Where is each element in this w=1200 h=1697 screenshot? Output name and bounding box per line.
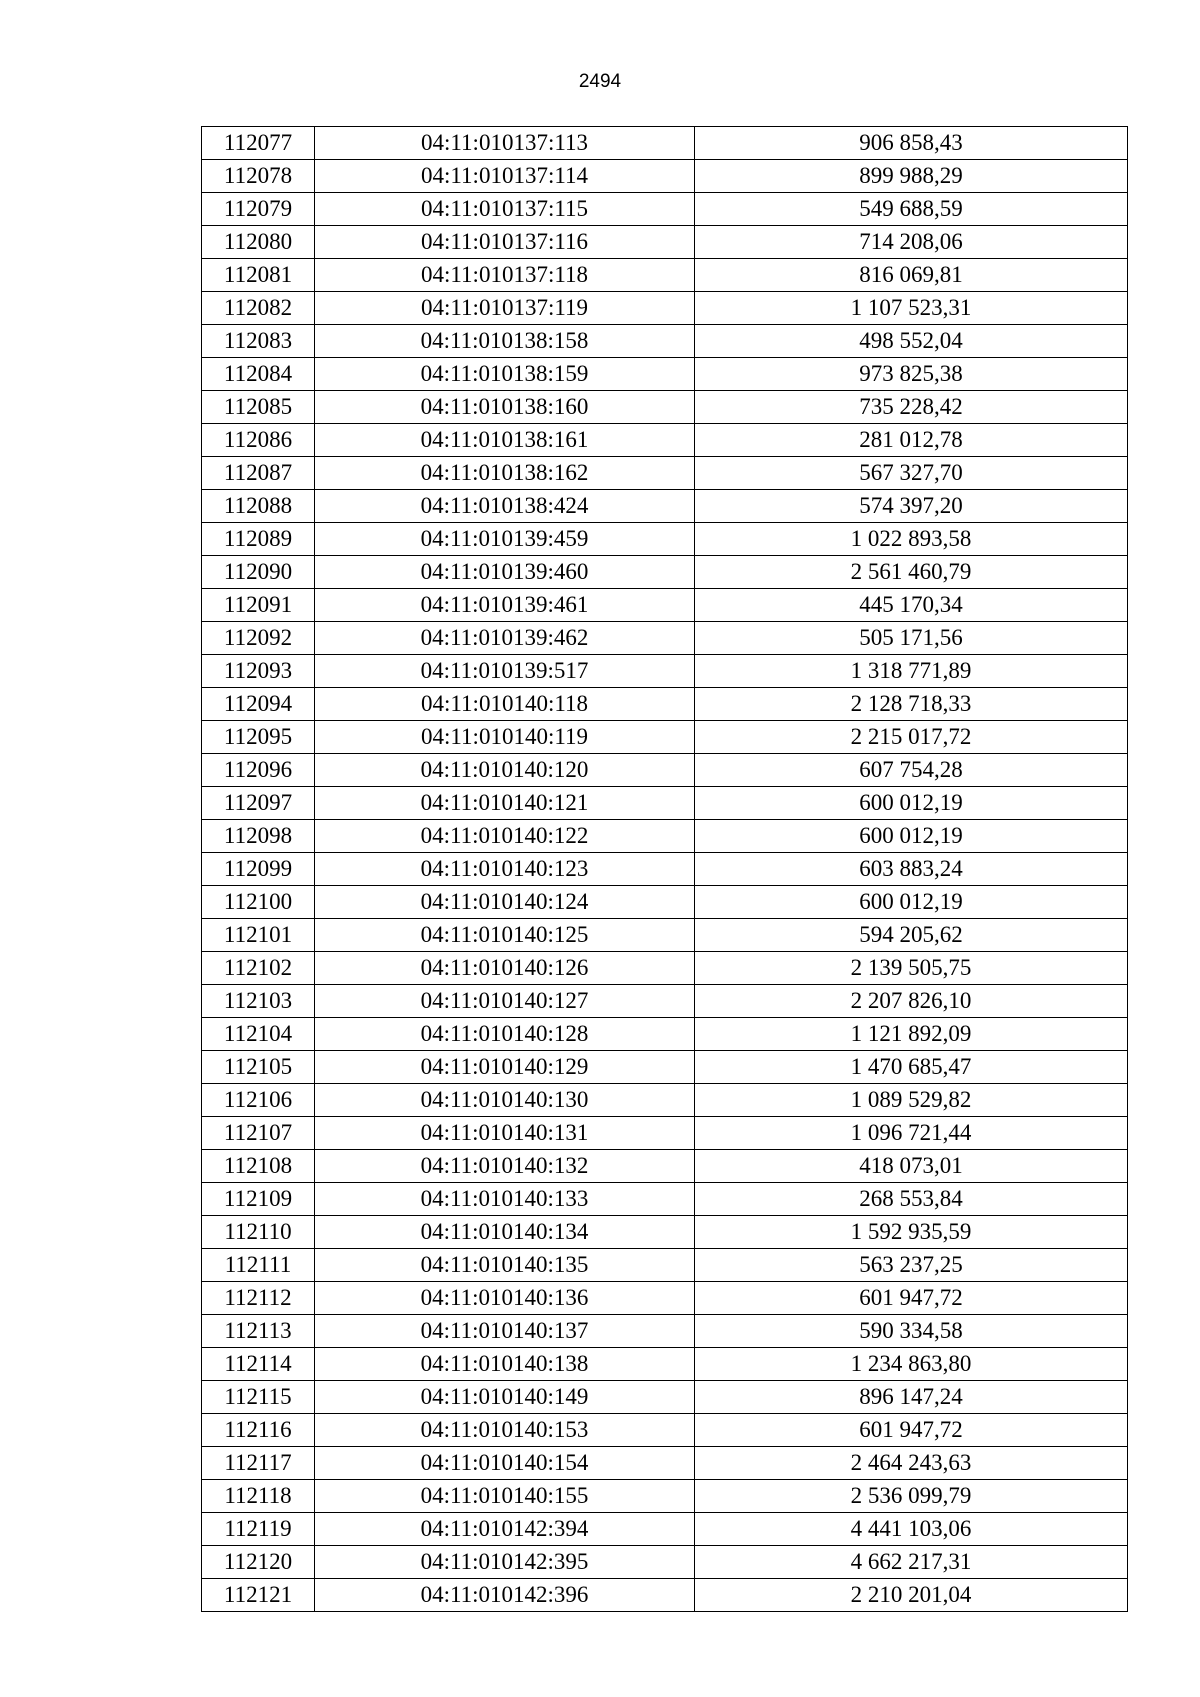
cadastral-value-cell: 1 089 529,82	[695, 1084, 1128, 1117]
page-number: 2494	[578, 71, 622, 92]
cadastral-value-cell: 973 825,38	[695, 358, 1128, 391]
table-row	[202, 622, 1128, 655]
cadastral-value-cell: 4 441 103,06	[695, 1513, 1128, 1546]
cadastral-number-cell: 04:11:010140:119	[315, 721, 695, 754]
row-number-cell: 112081	[202, 259, 315, 292]
cadastral-number-cell: 04:11:010140:137	[315, 1315, 695, 1348]
cadastral-number-cell: 04:11:010140:153	[315, 1414, 695, 1447]
cadastral-number-cell: 04:11:010140:138	[315, 1348, 695, 1381]
cadastral-value-cell: 498 552,04	[695, 325, 1128, 358]
row-number-cell: 112079	[202, 193, 315, 226]
table-row	[202, 985, 1128, 1018]
table-row	[202, 1480, 1128, 1513]
cadastral-value-cell: 1 096 721,44	[695, 1117, 1128, 1150]
table-row	[202, 1282, 1128, 1315]
cadastral-number-cell: 04:11:010140:134	[315, 1216, 695, 1249]
row-number-cell: 112080	[202, 226, 315, 259]
cadastral-value-cell: 601 947,72	[695, 1282, 1128, 1315]
table-row	[202, 589, 1128, 622]
cadastral-number-cell: 04:11:010140:123	[315, 853, 695, 886]
cadastral-value-cell: 1 022 893,58	[695, 523, 1128, 556]
table-row	[202, 655, 1128, 688]
row-number-cell: 112112	[202, 1282, 315, 1315]
cadastral-number-cell: 04:11:010139:460	[315, 556, 695, 589]
cadastral-number-cell: 04:11:010140:135	[315, 1249, 695, 1282]
cadastral-value-cell: 2 128 718,33	[695, 688, 1128, 721]
row-number-cell: 112121	[202, 1579, 315, 1612]
row-number-cell: 112094	[202, 688, 315, 721]
cadastral-value-cell: 1 318 771,89	[695, 655, 1128, 688]
cadastral-number-cell: 04:11:010140:128	[315, 1018, 695, 1051]
table-body	[202, 127, 1128, 1612]
cadastral-number-cell: 04:11:010140:133	[315, 1183, 695, 1216]
cadastral-value-cell: 906 858,43	[695, 127, 1128, 160]
table-row	[202, 787, 1128, 820]
cadastral-value-cell: 1 592 935,59	[695, 1216, 1128, 1249]
row-number-cell: 112105	[202, 1051, 315, 1084]
cadastral-value-cell: 567 327,70	[695, 457, 1128, 490]
table-row	[202, 1414, 1128, 1447]
cadastral-number-cell: 04:11:010138:159	[315, 358, 695, 391]
row-number-cell: 112093	[202, 655, 315, 688]
table-row	[202, 424, 1128, 457]
cadastral-value-cell: 445 170,34	[695, 589, 1128, 622]
cadastral-value-cell: 2 464 243,63	[695, 1447, 1128, 1480]
cadastral-number-cell: 04:11:010140:122	[315, 820, 695, 853]
row-number-cell: 112097	[202, 787, 315, 820]
table-row	[202, 1315, 1128, 1348]
cadastral-value-cell: 1 470 685,47	[695, 1051, 1128, 1084]
cadastral-value-cell: 896 147,24	[695, 1381, 1128, 1414]
row-number-cell: 112096	[202, 754, 315, 787]
cadastral-value-cell: 816 069,81	[695, 259, 1128, 292]
cadastral-number-cell: 04:11:010139:517	[315, 655, 695, 688]
row-number-cell: 112084	[202, 358, 315, 391]
table-row	[202, 457, 1128, 490]
table-row	[202, 820, 1128, 853]
table-row	[202, 1183, 1128, 1216]
row-number-cell: 112098	[202, 820, 315, 853]
row-number-cell: 112088	[202, 490, 315, 523]
cadastral-value-cell: 2 139 505,75	[695, 952, 1128, 985]
cadastral-number-cell: 04:11:010142:394	[315, 1513, 695, 1546]
cadastral-value-cell: 2 210 201,04	[695, 1579, 1128, 1612]
table-row	[202, 721, 1128, 754]
table-row	[202, 292, 1128, 325]
table-row	[202, 490, 1128, 523]
cadastral-number-cell: 04:11:010142:396	[315, 1579, 695, 1612]
cadastral-number-cell: 04:11:010138:158	[315, 325, 695, 358]
table-row	[202, 1381, 1128, 1414]
cadastral-value-cell: 601 947,72	[695, 1414, 1128, 1447]
cadastral-value-cell: 4 662 217,31	[695, 1546, 1128, 1579]
row-number-cell: 112077	[202, 127, 315, 160]
cadastral-number-cell: 04:11:010137:115	[315, 193, 695, 226]
cadastral-value-cell: 418 073,01	[695, 1150, 1128, 1183]
row-number-cell: 112090	[202, 556, 315, 589]
table-row	[202, 754, 1128, 787]
table-row	[202, 853, 1128, 886]
cadastral-number-cell: 04:11:010140:154	[315, 1447, 695, 1480]
row-number-cell: 112108	[202, 1150, 315, 1183]
cadastral-number-cell: 04:11:010140:136	[315, 1282, 695, 1315]
cadastral-value-cell: 899 988,29	[695, 160, 1128, 193]
cadastral-value-cell: 2 536 099,79	[695, 1480, 1128, 1513]
row-number-cell: 112109	[202, 1183, 315, 1216]
table-row	[202, 1348, 1128, 1381]
row-number-cell: 112110	[202, 1216, 315, 1249]
row-number-cell: 112086	[202, 424, 315, 457]
table-row	[202, 1216, 1128, 1249]
cadastral-value-cell: 1 107 523,31	[695, 292, 1128, 325]
row-number-cell: 112087	[202, 457, 315, 490]
table-row	[202, 193, 1128, 226]
row-number-cell: 112099	[202, 853, 315, 886]
cadastral-number-cell: 04:11:010138:161	[315, 424, 695, 457]
cadastral-value-cell: 607 754,28	[695, 754, 1128, 787]
cadastral-number-cell: 04:11:010139:461	[315, 589, 695, 622]
cadastral-number-cell: 04:11:010140:155	[315, 1480, 695, 1513]
table-row	[202, 325, 1128, 358]
row-number-cell: 112085	[202, 391, 315, 424]
cadastral-number-cell: 04:11:010137:114	[315, 160, 695, 193]
cadastral-number-cell: 04:11:010140:132	[315, 1150, 695, 1183]
table-row	[202, 1249, 1128, 1282]
row-number-cell: 112119	[202, 1513, 315, 1546]
cadastral-value-cell: 505 171,56	[695, 622, 1128, 655]
row-number-cell: 112117	[202, 1447, 315, 1480]
row-number-cell: 112111	[202, 1249, 315, 1282]
cadastral-value-cell: 600 012,19	[695, 820, 1128, 853]
cadastral-number-cell: 04:11:010140:120	[315, 754, 695, 787]
table-row	[202, 391, 1128, 424]
cadastral-value-cell: 563 237,25	[695, 1249, 1128, 1282]
cadastral-value-cell: 281 012,78	[695, 424, 1128, 457]
cadastral-number-cell: 04:11:010140:118	[315, 688, 695, 721]
cadastral-value-cell: 574 397,20	[695, 490, 1128, 523]
cadastral-number-cell: 04:11:010139:462	[315, 622, 695, 655]
cadastral-number-cell: 04:11:010140:125	[315, 919, 695, 952]
row-number-cell: 112095	[202, 721, 315, 754]
cadastral-number-cell: 04:11:010138:160	[315, 391, 695, 424]
row-number-cell: 112116	[202, 1414, 315, 1447]
row-number-cell: 112082	[202, 292, 315, 325]
cadastral-number-cell: 04:11:010140:126	[315, 952, 695, 985]
cadastral-value-cell: 1 234 863,80	[695, 1348, 1128, 1381]
cadastral-value-cell: 600 012,19	[695, 886, 1128, 919]
table-row	[202, 886, 1128, 919]
row-number-cell: 112092	[202, 622, 315, 655]
cadastral-number-cell: 04:11:010137:113	[315, 127, 695, 160]
table-row	[202, 358, 1128, 391]
cadastral-number-cell: 04:11:010140:130	[315, 1084, 695, 1117]
table-row	[202, 1117, 1128, 1150]
table-row	[202, 259, 1128, 292]
cadastral-number-cell: 04:11:010140:131	[315, 1117, 695, 1150]
cadastral-value-cell: 1 121 892,09	[695, 1018, 1128, 1051]
row-number-cell: 112118	[202, 1480, 315, 1513]
cadastral-value-cell: 590 334,58	[695, 1315, 1128, 1348]
table-row	[202, 1150, 1128, 1183]
cadastral-value-cell: 268 553,84	[695, 1183, 1128, 1216]
cadastral-number-cell: 04:11:010138:162	[315, 457, 695, 490]
cadastral-value-cell: 735 228,42	[695, 391, 1128, 424]
cadastral-number-cell: 04:11:010140:129	[315, 1051, 695, 1084]
table-row	[202, 1546, 1128, 1579]
row-number-cell: 112104	[202, 1018, 315, 1051]
row-number-cell: 112107	[202, 1117, 315, 1150]
cadastral-value-cell: 2 561 460,79	[695, 556, 1128, 589]
cadastral-value-table	[201, 126, 1128, 1612]
table-row	[202, 688, 1128, 721]
table-row	[202, 160, 1128, 193]
table-row	[202, 952, 1128, 985]
row-number-cell: 112102	[202, 952, 315, 985]
cadastral-number-cell: 04:11:010138:424	[315, 490, 695, 523]
cadastral-number-cell: 04:11:010140:121	[315, 787, 695, 820]
row-number-cell: 112091	[202, 589, 315, 622]
table-row	[202, 1018, 1128, 1051]
cadastral-value-cell: 594 205,62	[695, 919, 1128, 952]
cadastral-number-cell: 04:11:010137:116	[315, 226, 695, 259]
table-row	[202, 226, 1128, 259]
table-row	[202, 1051, 1128, 1084]
cadastral-value-cell: 549 688,59	[695, 193, 1128, 226]
table-row	[202, 556, 1128, 589]
table-row	[202, 127, 1128, 160]
cadastral-value-cell: 603 883,24	[695, 853, 1128, 886]
cadastral-number-cell: 04:11:010142:395	[315, 1546, 695, 1579]
row-number-cell: 112083	[202, 325, 315, 358]
row-number-cell: 112089	[202, 523, 315, 556]
row-number-cell: 112114	[202, 1348, 315, 1381]
row-number-cell: 112115	[202, 1381, 315, 1414]
cadastral-value-cell: 714 208,06	[695, 226, 1128, 259]
table-row	[202, 919, 1128, 952]
cadastral-value-cell: 2 207 826,10	[695, 985, 1128, 1018]
row-number-cell: 112113	[202, 1315, 315, 1348]
table-row	[202, 523, 1128, 556]
row-number-cell: 112106	[202, 1084, 315, 1117]
cadastral-number-cell: 04:11:010140:149	[315, 1381, 695, 1414]
cadastral-number-cell: 04:11:010139:459	[315, 523, 695, 556]
row-number-cell: 112101	[202, 919, 315, 952]
row-number-cell: 112120	[202, 1546, 315, 1579]
cadastral-number-cell: 04:11:010140:127	[315, 985, 695, 1018]
cadastral-value-cell: 600 012,19	[695, 787, 1128, 820]
table-row	[202, 1579, 1128, 1612]
cadastral-number-cell: 04:11:010137:118	[315, 259, 695, 292]
cadastral-number-cell: 04:11:010137:119	[315, 292, 695, 325]
table-row	[202, 1513, 1128, 1546]
cadastral-number-cell: 04:11:010140:124	[315, 886, 695, 919]
table-row	[202, 1447, 1128, 1480]
row-number-cell: 112103	[202, 985, 315, 1018]
row-number-cell: 112078	[202, 160, 315, 193]
cadastral-value-cell: 2 215 017,72	[695, 721, 1128, 754]
table-row	[202, 1084, 1128, 1117]
row-number-cell: 112100	[202, 886, 315, 919]
